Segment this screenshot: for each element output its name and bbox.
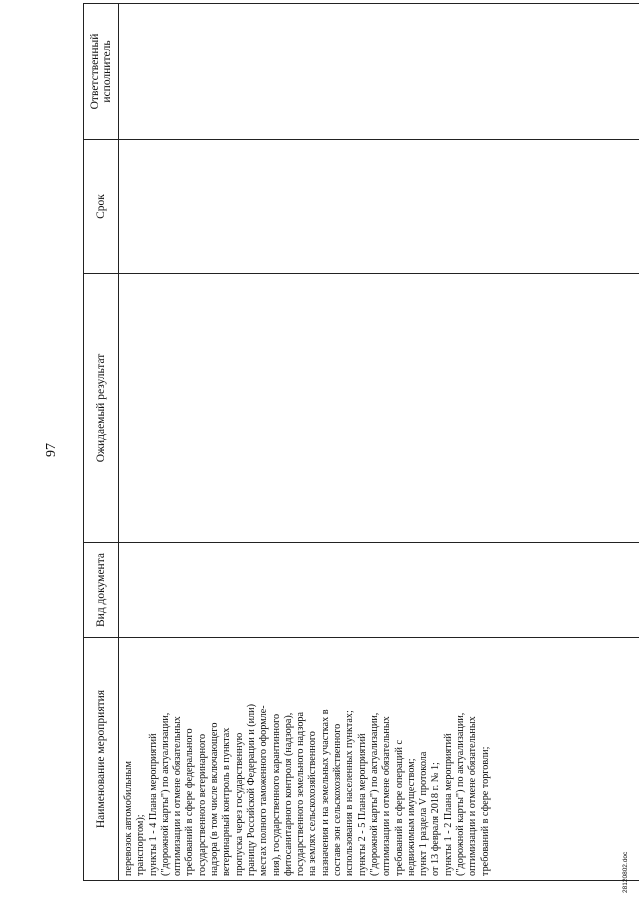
measure-name-text [123,642,492,876]
measure-name-line: ния), государственного карантинного [270,713,282,876]
measure-name-line: пункт 1 раздела V протокола [418,751,430,876]
measure-name-line: использования в населенных пунктах; [344,710,356,876]
deadline-cell [119,140,639,274]
responsible-cell [119,4,639,140]
measure-name-line: перевозок автомобильным [123,761,134,876]
measure-name-line: требований в сфере торговли; [479,746,491,876]
measure-name-cell [119,638,639,881]
measure-name-line: составе зон сельскохозяйственного [332,723,344,876]
measure-name-line: транспортом); [135,814,147,876]
file-tag: 28120802.doc [622,851,629,893]
measure-name-line: недвижимым имуществом; [405,758,417,876]
measure-name-line: требований в сфере федерального [184,728,196,876]
measure-name-line: требований в сфере операций с [393,740,405,876]
measure-name-line: пункты 2 - 5 Плана мероприятий [356,733,368,876]
table-header-row [84,4,119,881]
measure-name-line: назначения и на земельных участках в [319,709,331,876]
header-document-type: Вид документа [84,543,119,638]
header-responsible: Ответственный исполнитель [84,4,119,140]
measure-name-line: оптимизации и отмене обязательных [172,716,184,876]
measure-name-line: ветеринарный контроль в пунктах [221,727,233,876]
measure-name-line: фитосанитарного контроля (надзора), [282,712,294,876]
measure-name-line: местах полного таможенного оформле- [258,705,270,876]
header-measure-name: Наименование мероприятия [84,638,119,881]
measure-name-line: ("дорожной карты") по актуализации, [368,712,380,876]
document-type-cell [119,543,639,638]
expected-result-cell [119,274,639,543]
measure-name-line: ("дорожной карты") по актуализации, [159,712,171,876]
measure-name-line: пункты 1 - 2 Плана мероприятий [442,733,454,876]
page-number: 97 [44,443,59,457]
table-row [119,4,639,881]
measures-table [83,3,639,881]
measure-name-line: пункты 1 - 4 Плана мероприятий [147,733,159,876]
header-expected-result: Ожидаемый результат [84,274,119,543]
measure-name-line: от 13 февраля 2018 г. № 1; [430,762,442,876]
measure-name-line: оптимизации и отмене обязательных [467,716,479,876]
measure-name-line: оптимизации и отмене обязательных [381,716,393,876]
measure-name-line: государственного земельного надзора [295,711,307,876]
measure-name-line: пропуска через государственную [233,732,245,876]
measure-name-line: надзора (в том числе включающего [209,722,221,876]
measure-name-line: государственного ветеринарного [196,733,208,876]
measure-name-line: ("дорожной карты") по актуализации, [455,712,467,876]
measure-name-line: на землях сельскохозяйственного [307,731,319,876]
header-deadline: Срок [84,140,119,274]
measure-name-line: границу Российской Федерации и (или) [245,704,257,876]
